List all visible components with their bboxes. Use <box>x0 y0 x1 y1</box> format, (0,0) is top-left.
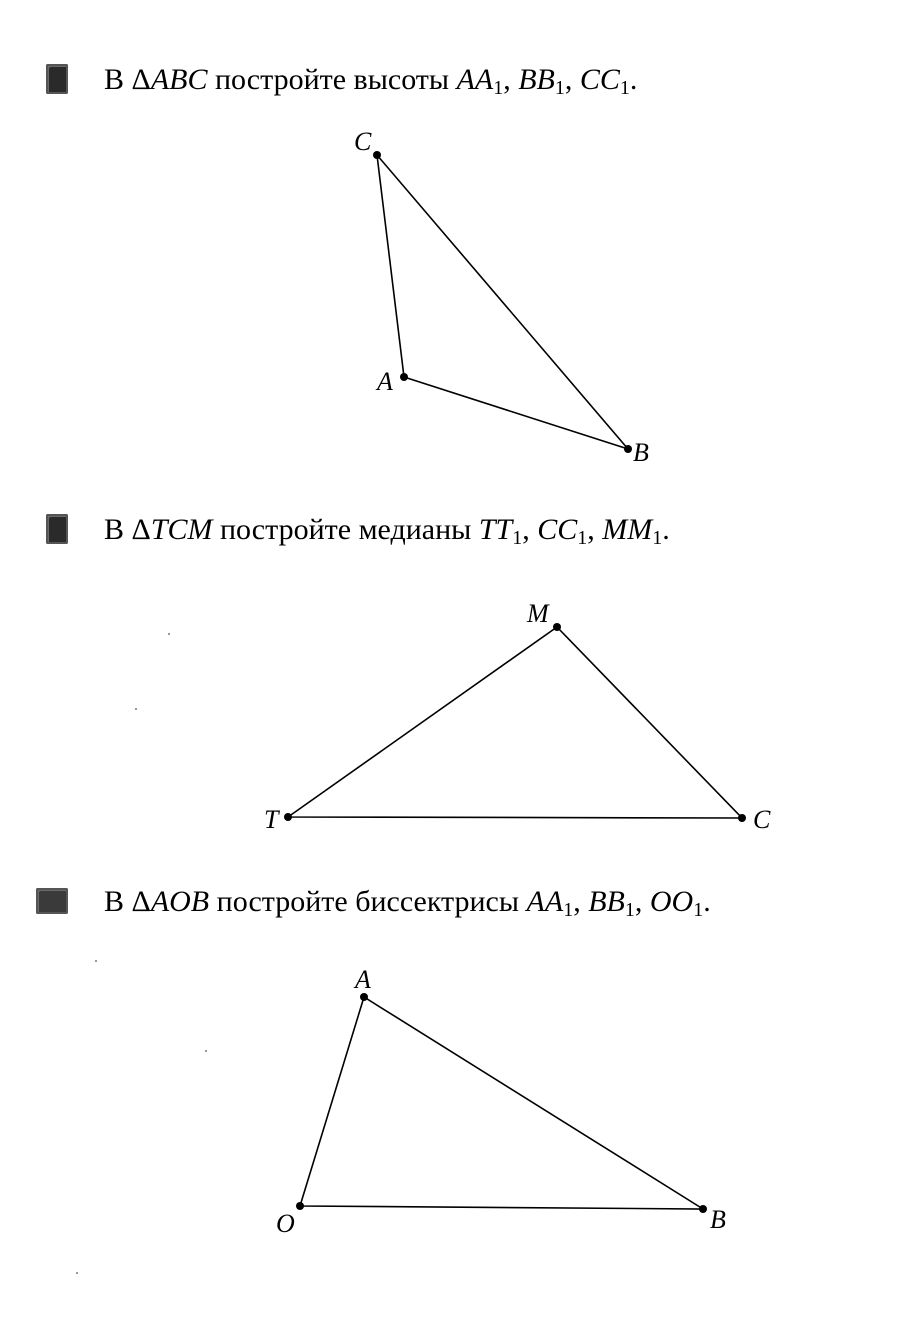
segment-name: CC <box>537 513 578 546</box>
vertex-point-b2 <box>699 1205 707 1213</box>
segment-subscript: 1 <box>554 77 565 99</box>
vertex-point-c <box>373 151 381 159</box>
scan-speck <box>135 708 137 710</box>
segment-name: BB <box>518 63 555 96</box>
triangle-name: ABC <box>150 63 208 96</box>
segment-subscript: 1 <box>563 899 574 921</box>
segment-name: AA <box>526 885 564 918</box>
vertex-point-m <box>553 623 561 631</box>
statement-prefix: В Δ <box>104 885 151 918</box>
triangle-name: TCM <box>150 513 213 546</box>
segment-separator: , <box>573 885 589 918</box>
segment-subscript: 1 <box>512 527 523 549</box>
vertex-label-b: B <box>710 1205 726 1234</box>
vertex-label-m: M <box>527 599 549 628</box>
triangle-abc <box>354 127 649 467</box>
scan-speck <box>76 1272 78 1274</box>
segment-name: CC <box>579 63 620 96</box>
statement-prefix: В Δ <box>104 63 151 96</box>
segment-name: TT <box>478 513 513 546</box>
segment-subscript: 1 <box>624 899 635 921</box>
vertex-point-b <box>624 445 632 453</box>
vertex-label-o: O <box>276 1209 295 1238</box>
segment-separator: , <box>503 63 519 96</box>
statement-verb: постройте биссектрисы <box>209 885 527 918</box>
vertex-label-a: A <box>355 965 371 994</box>
triangle-aob-sides <box>300 997 703 1209</box>
vertex-label-b: B <box>633 438 649 467</box>
vertex-point-a2 <box>360 993 368 1001</box>
segment-subscript: 1 <box>493 77 504 99</box>
segment-separator: , <box>634 885 650 918</box>
triangle-aob <box>276 965 726 1238</box>
vertex-label-t: T <box>264 805 279 834</box>
vertex-label-a: A <box>377 367 393 396</box>
segment-separator: , <box>587 513 603 546</box>
vertex-point-c2 <box>738 814 746 822</box>
triangle-tcm-sides <box>288 627 742 818</box>
vertex-point-t <box>284 813 292 821</box>
segment-separator: . <box>662 513 670 546</box>
vertex-label-c: C <box>753 805 771 834</box>
vertex-point-o <box>296 1202 304 1210</box>
statement-prefix: В Δ <box>104 513 151 546</box>
segment-subscript: 1 <box>577 527 588 549</box>
statement-verb: постройте высоты <box>207 63 457 96</box>
scan-speck <box>168 633 170 635</box>
scan-speck <box>95 960 97 962</box>
segment-subscript: 1 <box>619 77 630 99</box>
vertex-label-c: C <box>354 127 372 156</box>
triangle-abc-sides <box>377 155 628 449</box>
triangle-name: AOB <box>150 885 210 918</box>
segment-name: AA <box>456 63 494 96</box>
segment-separator: , <box>564 63 580 96</box>
segment-name: MM <box>602 513 653 546</box>
triangle-tcm <box>264 599 771 834</box>
segment-separator: . <box>703 885 711 918</box>
segment-subscript: 1 <box>652 527 663 549</box>
vertex-point-a <box>400 373 408 381</box>
segment-separator: , <box>522 513 538 546</box>
segment-name: OO <box>649 885 694 918</box>
scan-speck <box>205 1050 207 1052</box>
segment-separator: . <box>629 63 638 96</box>
statement-verb: постройте медианы <box>212 513 479 546</box>
segment-name: BB <box>588 885 625 918</box>
segment-subscript: 1 <box>693 899 704 921</box>
